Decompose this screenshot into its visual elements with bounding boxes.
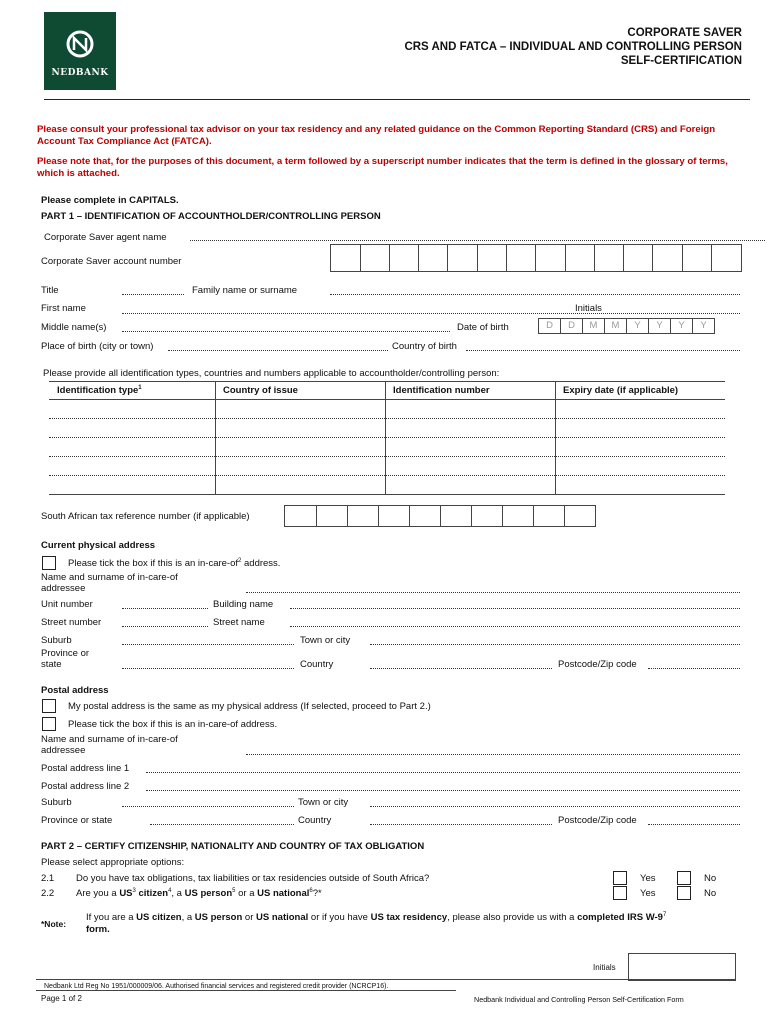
family-name-field[interactable]: [330, 294, 740, 295]
dob-day-2[interactable]: D: [560, 318, 583, 334]
postcode-label: Postcode/Zip code: [558, 659, 637, 670]
agent-name-label: Corporate Saver agent name: [44, 232, 167, 243]
title-label: Title: [41, 285, 59, 296]
middle-names-field[interactable]: [122, 331, 450, 332]
physical-name-field[interactable]: [246, 592, 740, 593]
postal-country-label: Country: [298, 815, 332, 826]
suburb-field[interactable]: [122, 644, 294, 645]
postal-line2-field[interactable]: [146, 790, 740, 791]
id-instruction: Please provide all identification types, countries and numbers applicable to accountholder/controlling person:: [43, 368, 500, 379]
street-number-field[interactable]: [122, 626, 208, 627]
country-of-birth-field[interactable]: [466, 350, 740, 351]
footer-form-name: Nedbank Individual and Controlling Person Self-Certification Form: [474, 995, 684, 1004]
note-label: *Note:: [41, 919, 67, 929]
part2-title: PART 2 – CERTIFY CITIZENSHIP, NATIONALITY AND COUNTRY OF TAX OBLIGATION: [41, 841, 425, 852]
q2-yes-checkbox[interactable]: [613, 886, 627, 900]
nedbank-emblem-icon: [44, 20, 116, 70]
q2-number: 2.2: [41, 888, 55, 899]
footer-page: Page 1 of 2: [41, 994, 82, 1003]
id-row-3[interactable]: [49, 456, 725, 457]
postcode-field[interactable]: [648, 668, 740, 669]
postal-suburb-label: Suburb: [41, 797, 72, 808]
initials-box[interactable]: [628, 953, 736, 981]
first-name-label: First name: [41, 303, 86, 314]
postal-province-field[interactable]: [150, 824, 294, 825]
q1-yes-label: Yes: [640, 873, 656, 884]
q1-no-checkbox[interactable]: [677, 871, 691, 885]
logo-text: NEDBANK: [51, 68, 109, 78]
form-title: [404, 26, 742, 68]
street-name-field[interactable]: [290, 626, 740, 627]
q2-no-label: No: [704, 888, 717, 899]
postal-suburb-field[interactable]: [122, 806, 294, 807]
postal-town-field[interactable]: [370, 806, 740, 807]
postal-line1-field[interactable]: [146, 772, 740, 773]
postal-country-field[interactable]: [370, 824, 552, 825]
postal-province-label: Province or state: [41, 815, 113, 826]
dob-day-1[interactable]: D: [538, 318, 561, 334]
id-row-2[interactable]: [49, 437, 725, 438]
street-name-label: Street name: [213, 617, 265, 628]
unit-number-field[interactable]: [122, 608, 208, 609]
notice-superscript: Please note that, for the purposes of this document, a term followed by a superscript number indicates that the term is defined in the glossary of terms, which is attached.: [37, 156, 728, 179]
physical-name-label-2: addressee: [41, 583, 86, 594]
q2-text: Are you a $US^3$ citizen$^4$, a US person$^5$ or a US national$^6$?*: [76, 887, 322, 899]
nedbank-logo: [44, 12, 116, 90]
account-number-boxes[interactable]: [330, 244, 742, 272]
part1-title: PART 1 – IDENTIFICATION OF ACCOUNTHOLDER/CONTROLLING PERSON: [41, 211, 381, 222]
note-text: If you are a US citizen, a US person or US national or if you have US tax residency, please also provide us with a completed IRS $W-9^7$ form.: [86, 911, 667, 935]
q1-yes-checkbox[interactable]: [613, 871, 627, 885]
q1-text: Do you have tax obligations, tax liabilities or tax residencies outside of South Africa?: [76, 873, 430, 884]
dob-year-3[interactable]: Y: [670, 318, 693, 334]
physical-care-of-label: Please tick the box if this is an $in-care-of^2$ address.: [68, 557, 281, 569]
postal-care-of-label: Please tick the box if this is an in-care-of address.: [68, 719, 278, 730]
unit-number-label: Unit number: [41, 599, 93, 610]
q1-no-label: No: [704, 873, 717, 884]
dob-year-1[interactable]: Y: [626, 318, 649, 334]
part2-select: Please select appropriate options:: [41, 857, 185, 868]
expiry-date-header: Expiry date (if applicable): [563, 385, 679, 396]
header-divider: [44, 99, 750, 100]
id-number-header: Identification number: [393, 385, 490, 396]
postal-town-label: Town or city: [298, 797, 349, 808]
postal-same-label: My postal address is the same as my physical address (If selected, proceed to Part 2.): [68, 701, 431, 712]
postal-line2-label: Postal address line 2: [41, 781, 130, 792]
dob-year-2[interactable]: Y: [648, 318, 671, 334]
country-of-issue-header: Country of issue: [223, 385, 298, 396]
tax-ref-boxes[interactable]: [284, 505, 596, 527]
notice-tax-advisor: Please consult your professional tax advisor on your tax residency and any related guidance on the Common Reporting Standard (CRS) and Foreign Account Tax Compliance Act (FATCA).: [37, 124, 716, 147]
q1-number: 2.1: [41, 873, 55, 884]
first-name-field[interactable]: [122, 313, 740, 314]
postal-same-checkbox[interactable]: [42, 699, 56, 713]
province-label-2: state: [41, 659, 62, 670]
title-line-1: CORPORATE SAVER: [627, 27, 742, 39]
id-row-1[interactable]: [49, 418, 725, 419]
place-of-birth-field[interactable]: [168, 350, 388, 351]
postal-name-label-1: Name and surname of in-care-of: [41, 734, 178, 745]
family-name-label: Family name or surname: [192, 285, 298, 296]
country-field[interactable]: [370, 668, 552, 669]
place-of-birth-label: Place of birth (city or town): [41, 341, 154, 352]
dob-year-4[interactable]: Y: [692, 318, 715, 334]
building-name-field[interactable]: [290, 608, 740, 609]
postal-line1-label: Postal address line 1: [41, 763, 130, 774]
title-field[interactable]: [122, 294, 184, 295]
q2-yes-label: Yes: [640, 888, 656, 899]
town-field[interactable]: [370, 644, 740, 645]
street-number-label: Street number: [41, 617, 102, 628]
id-type-header: Identification type$^1$: [57, 384, 142, 396]
physical-name-label-1: Name and surname of in-care-of: [41, 572, 178, 583]
id-row-4[interactable]: [49, 475, 725, 476]
title-line-3: SELF-CERTIFICATION: [620, 55, 742, 67]
postal-name-field[interactable]: [246, 754, 740, 755]
id-table: [49, 381, 725, 495]
middle-names-label: Middle name(s): [41, 322, 107, 333]
tax-ref-label: South African tax reference number (if applicable): [41, 511, 250, 522]
initials-footer-label: Initials: [593, 963, 616, 972]
complete-in-capitals: Please complete in CAPITALS.: [41, 195, 179, 206]
town-label: Town or city: [300, 635, 351, 646]
building-name-label: Building name: [213, 599, 274, 610]
physical-care-of-checkbox[interactable]: [42, 556, 56, 570]
agent-name-field[interactable]: [190, 240, 765, 241]
suburb-label: Suburb: [41, 635, 72, 646]
province-label-1: Province or: [41, 648, 90, 659]
dob-label: Date of birth: [457, 322, 509, 333]
province-field[interactable]: [122, 668, 294, 669]
country-label: Country: [300, 659, 334, 670]
q2-no-checkbox[interactable]: [677, 886, 691, 900]
dob-month-2[interactable]: M: [604, 318, 627, 334]
footer-divider-2: [36, 990, 456, 991]
physical-address-heading: Current physical address: [41, 540, 156, 551]
postal-postcode-label: Postcode/Zip code: [558, 815, 637, 826]
postal-care-of-checkbox[interactable]: [42, 717, 56, 731]
postal-postcode-field[interactable]: [648, 824, 740, 825]
footer-reg: Nedbank Ltd Reg No 1951/000009/06. Authorised financial services and registered credit provider (NCRCP16).: [44, 983, 389, 990]
postal-name-label-2: addressee: [41, 745, 86, 756]
dob-boxes[interactable]: [538, 318, 718, 332]
title-line-2: CRS AND FATCA – INDIVIDUAL AND CONTROLLING PERSON: [404, 41, 742, 53]
country-of-birth-label: Country of birth: [392, 341, 457, 352]
footer-divider: [36, 979, 736, 980]
postal-address-heading: Postal address: [41, 685, 109, 696]
dob-month-1[interactable]: M: [582, 318, 605, 334]
initials-label: Initials: [575, 303, 602, 314]
account-number-label: Corporate Saver account number: [41, 256, 182, 267]
